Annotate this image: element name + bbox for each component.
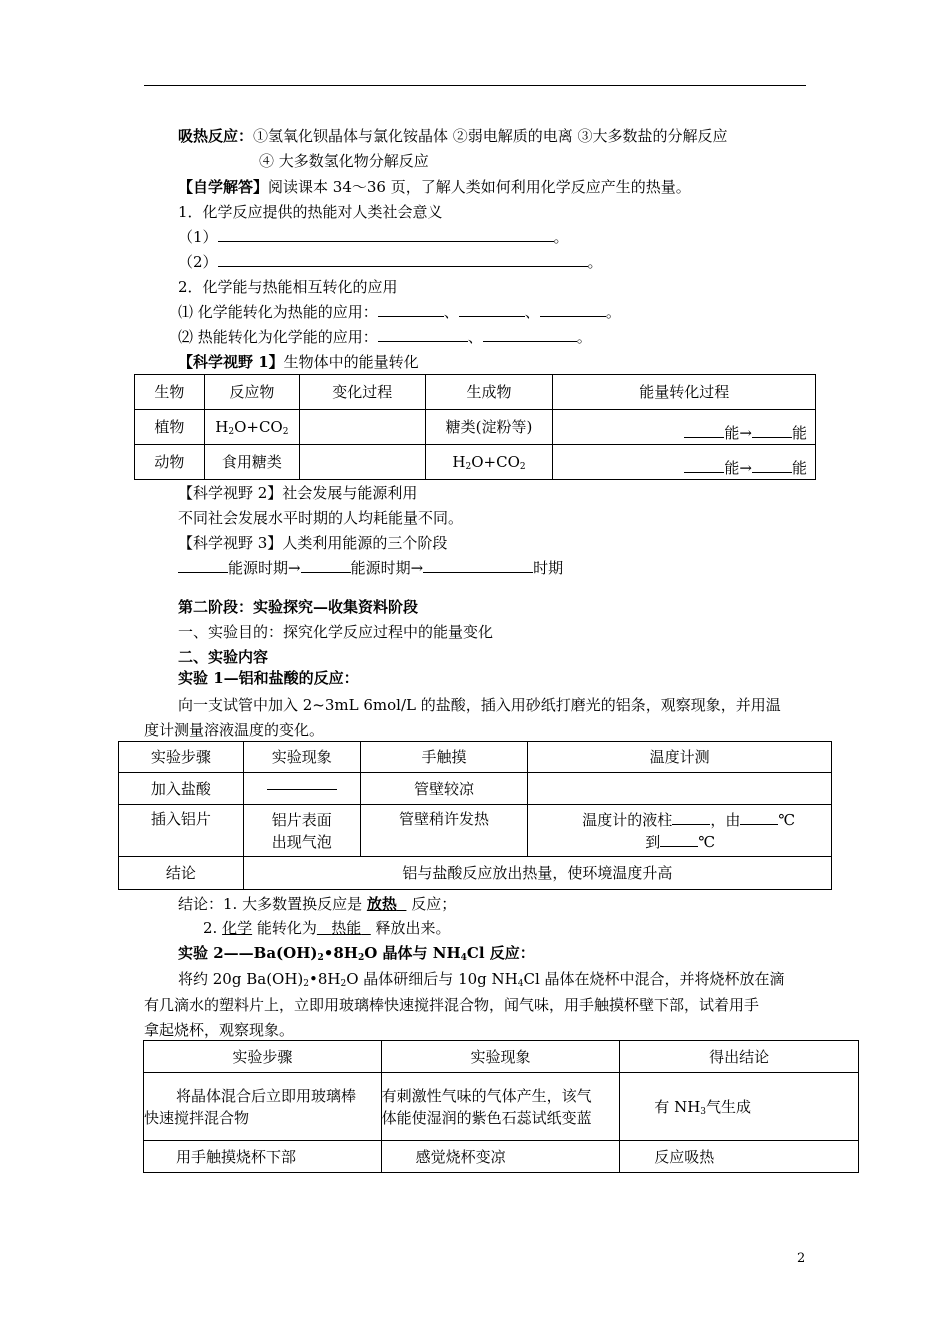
table-row (119, 773, 832, 805)
row-process-cell[interactable] (299, 410, 425, 445)
thermo-unit-2: ℃ (698, 832, 716, 851)
stage2-title: 第二阶段：实验探究—收集资料阶段 (178, 598, 419, 616)
conclusion-label: 结论 (119, 857, 244, 890)
thermo-blank-1[interactable] (672, 810, 710, 825)
self-study-text: 阅读课本 34～36 页，了解人类如何利用化学反应产生的热量。 (268, 178, 691, 196)
stage-text-3: 时期 (533, 559, 564, 577)
q2a-sep-1: 、 (443, 303, 459, 321)
step-cell (144, 1073, 382, 1141)
row-product: 糖类(淀粉等) (425, 410, 553, 445)
energy-mid: 能→ (724, 424, 752, 442)
stage2-purpose: 一、实验目的：探究化学反应过程中的能量变化 (178, 623, 494, 641)
exp1-table (118, 741, 832, 890)
q1b-line (178, 252, 603, 272)
stage-blank-3[interactable] (423, 558, 533, 573)
concl-cell: 反应吸热 (620, 1141, 859, 1173)
thermo-text-2: ，由 (710, 810, 741, 829)
q1b-label: （2） (178, 253, 218, 271)
thermo-text-1: 温度计的液柱 (582, 810, 673, 829)
stage-text-1: 能源时期→ (228, 559, 301, 577)
view2-title: 社会发展与能源利用 (282, 484, 418, 502)
step-cell: 加入盐酸 (119, 773, 244, 805)
row-reactant: 食用糖类 (204, 445, 299, 480)
q1a-line (178, 227, 569, 247)
phen-line-1: 有刺激性气味的气体产生，该气 (381, 1086, 592, 1105)
energy-blank-2[interactable] (752, 423, 792, 438)
view2-heading (178, 483, 417, 503)
endo-label: 吸热反应： (178, 127, 254, 145)
step-line-1: 将晶体混合后立即用玻璃棒 (176, 1086, 357, 1105)
q2a-blank-2[interactable] (459, 302, 525, 317)
q1b-blank[interactable] (218, 252, 588, 267)
q2b-blank-2[interactable] (483, 327, 577, 342)
q2a-line (178, 302, 621, 322)
phen-cell (243, 805, 360, 857)
concl-1 (178, 894, 456, 914)
view1-tag: 【科学视野 1】 (178, 353, 284, 371)
energy-mid: 能→ (724, 459, 752, 477)
table-row (119, 857, 832, 890)
step-cell: 用手触摸烧杯下部 (144, 1141, 382, 1173)
table-row (135, 410, 816, 445)
row-org: 植物 (135, 410, 205, 445)
th-step: 实验步骤 (119, 742, 244, 773)
energy-end: 能 (791, 459, 807, 477)
endo-items: ①氢氧化钡晶体与氯化铵晶体 ②弱电解质的电离 ③大多数盐的分解反应 (253, 127, 728, 145)
energy-blank-2[interactable] (752, 458, 792, 473)
view3-title: 人类利用能源的三个阶段 (282, 534, 448, 552)
exp1-desc2: 度计测量溶液温度的变化。 (144, 721, 325, 739)
dash-mark (267, 789, 337, 790)
phen-cell (381, 1073, 620, 1141)
energy-blank-1[interactable] (684, 423, 724, 438)
q1a-label: （1） (178, 228, 218, 246)
exp1-title: 实验 1—铝和盐酸的反应： (178, 669, 359, 687)
view2-text: 不同社会发展水平时期的人均耗能量不同。 (178, 509, 464, 527)
q2b-label: ⑵ 热能转化为化学能的应用： (178, 328, 378, 346)
concl2-answer-1: 化学 (222, 919, 253, 937)
concl-cell: 有 $NH_3$气生成 (620, 1073, 859, 1141)
view1-heading (178, 352, 419, 372)
concl2-answer-2: 热能 (331, 919, 362, 937)
exp2-table (143, 1040, 859, 1173)
phen-cell (243, 773, 360, 805)
view1-title: 生物体中的能量转化 (283, 353, 419, 371)
phen-line-1: 铝片表面 (271, 810, 332, 829)
touch-cell: 管壁稍许发热 (360, 805, 528, 857)
q2b-end: 。 (576, 328, 592, 346)
thermo-unit-1: ℃ (778, 810, 796, 829)
row-energy (553, 445, 816, 480)
th-product: 生成物 (425, 375, 553, 410)
table-row (135, 445, 816, 480)
concl1-a: 结论：1. 大多数置换反应是 (178, 895, 367, 913)
table-row (144, 1073, 859, 1141)
stage2-content: 二、实验内容 (178, 648, 269, 666)
phen-line-2: 体能使湿润的紫色石蕊试纸变蓝 (381, 1108, 592, 1127)
view2-tag: 【科学视野 2】 (178, 484, 283, 502)
row-org: 动物 (135, 445, 205, 480)
q1a-blank[interactable] (218, 227, 554, 242)
th-conclusion: 得出结论 (620, 1041, 859, 1073)
table-row (119, 805, 832, 857)
view3-tag: 【科学视野 3】 (178, 534, 283, 552)
th-energy: 能量转化过程 (553, 375, 816, 410)
stage-text-2: 能源时期→ (350, 559, 424, 577)
th-step: 实验步骤 (144, 1041, 382, 1073)
self-study-line (178, 177, 691, 197)
thermo-cell (528, 805, 832, 857)
stage-blank-1[interactable] (178, 558, 228, 573)
thermo-blank-2[interactable] (740, 810, 778, 825)
conclusion-text: 铝与盐酸反应放出热量，使环境温度升高 (243, 857, 831, 890)
row-product: $H_2O+CO_2$ (425, 445, 553, 480)
q2a-blank-1[interactable] (378, 302, 444, 317)
th-phenomenon: 实验现象 (243, 742, 360, 773)
th-touch: 手触摸 (360, 742, 528, 773)
concl1-answer: 放热 (366, 895, 397, 913)
q2a-label: ⑴ 化学能转化为热能的应用： (178, 303, 378, 321)
concl2-a: 2. (203, 919, 223, 937)
q1a-end: 。 (553, 228, 569, 246)
endo-line (178, 126, 728, 146)
step-cell: 插入铝片 (119, 805, 244, 857)
q2: 2．化学能与热能相互转化的应用 (178, 278, 398, 296)
exp2-desc2: 有几滴水的塑料片上，立即用玻璃棒快速搅拌混合物，闻气味，用手触摸杯壁下部，试着用手 (144, 996, 760, 1014)
table-row (144, 1141, 859, 1173)
exp2-desc1: 将约 20g $Ba(OH)_2•8H_2O$ 晶体研细后与 10g $NH_4Cl$ 晶体在烧杯中混合，并将烧杯放在滴 (178, 970, 785, 989)
concl1-c: 反应； (406, 895, 457, 913)
phen-cell: 感觉烧杯变凉 (381, 1141, 620, 1173)
concl-2 (203, 918, 451, 938)
concl2-e: 释放出来。 (370, 919, 451, 937)
exp2-title: 实验 $2——Ba(OH)_2•8H_2O$ 晶体与 $NH_4Cl$ 反应： (178, 944, 535, 963)
thermo-blank-3[interactable] (660, 832, 698, 847)
q2b-line (178, 327, 592, 347)
energy-table (134, 374, 816, 480)
stage-blank-2[interactable] (301, 558, 351, 573)
page-number: 2 (797, 1251, 806, 1266)
self-study-tag: 【自学解答】 (178, 178, 269, 196)
view3-stages (178, 558, 563, 578)
q1b-end: 。 (587, 253, 603, 271)
th-reactant: 反应物 (204, 375, 299, 410)
energy-end: 能 (791, 424, 807, 442)
th-phenomenon: 实验现象 (381, 1041, 620, 1073)
row-process-cell[interactable] (299, 445, 425, 480)
endo-item4: ④ 大多数氢化物分解反应 (259, 152, 429, 170)
concl2-c: 能转化为 (252, 919, 317, 937)
th-thermo: 温度计测 (528, 742, 832, 773)
q1: 1．化学反应提供的热能对人类社会意义 (178, 203, 443, 221)
th-org: 生物 (135, 375, 205, 410)
exp2-desc3: 拿起烧杯，观察现象。 (144, 1021, 295, 1039)
thermo-text-4: 到 (645, 832, 661, 851)
row-energy (553, 410, 816, 445)
thermo-cell[interactable] (528, 773, 832, 805)
q2b-sep: 、 (467, 328, 483, 346)
view3-heading (178, 533, 447, 553)
q2a-blank-3[interactable] (540, 302, 606, 317)
phen-line-2: 出现气泡 (271, 832, 332, 851)
touch-cell: 管壁较凉 (360, 773, 528, 805)
row-reactant: $H_2O+CO_2$ (204, 410, 299, 445)
th-process: 变化过程 (299, 375, 425, 410)
q2a-sep-2: 、 (524, 303, 540, 321)
exp1-desc1: 向一支试管中加入 2~3mL 6mol/L 的盐酸，插入用砂纸打磨光的铝条，观察现象，并用温 (178, 696, 781, 714)
thermo-line-2 (528, 831, 831, 853)
header-rule (144, 85, 806, 86)
thermo-line-1 (528, 809, 831, 831)
energy-blank-1[interactable] (684, 458, 724, 473)
q2a-end: 。 (605, 303, 621, 321)
step-line-2: 快速搅拌混合物 (144, 1108, 250, 1127)
q2b-blank-1[interactable] (378, 327, 468, 342)
